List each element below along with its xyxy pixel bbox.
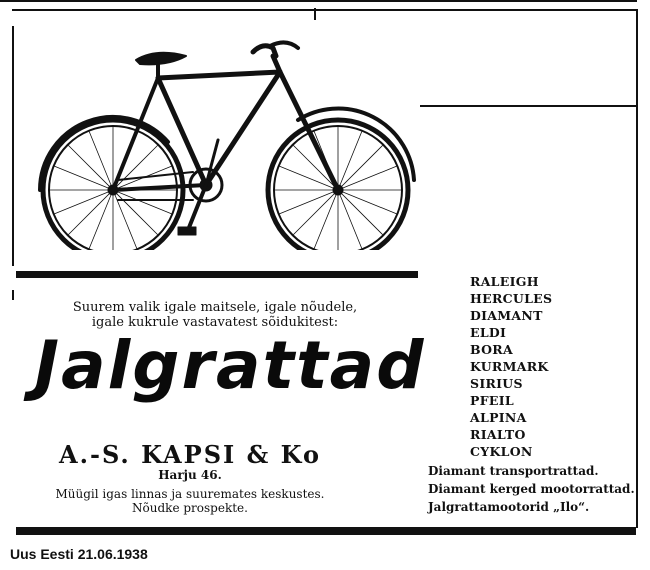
brand-item: SIRIUS: [470, 376, 523, 391]
frame-left-lower: [12, 290, 14, 300]
divider-thick: [16, 271, 418, 278]
extra-product-line: Jalgrattamootorid „Ilo“.: [428, 500, 590, 514]
source-caption: Uus Eesti 21.06.1938: [10, 546, 148, 562]
sales-note: Müügil igas linnas ja suuremates keskustes.: [55, 487, 325, 501]
brand-item: ALPINA: [470, 410, 527, 425]
ad-headline: Jalgrattad: [34, 327, 426, 404]
frame-right: [636, 11, 638, 528]
frame-top: [12, 9, 638, 11]
brand-item: RIALTO: [470, 427, 526, 442]
brand-item: KURMARK: [470, 359, 549, 374]
bicycle-icon: [18, 30, 418, 250]
brand-list: [470, 273, 552, 460]
company-address: Harju 46.: [158, 468, 222, 482]
divider-bottom-thick: [16, 527, 636, 535]
brand-item: HERCULES: [470, 291, 553, 306]
brand-item: DIAMANT: [470, 308, 543, 323]
tagline-line-2: igale kukrule vastavatest sõidukitest:: [91, 315, 339, 330]
tagline-line-1: Suurem valik igale maitsele, igale nõudele,: [72, 300, 358, 315]
extra-product-line: Diamant transportrattad.: [428, 464, 599, 478]
prospectus-note: Nõudke prospekte.: [132, 501, 248, 515]
company-name: A.-S. KAPSI & Ko: [59, 440, 321, 469]
brand-item: ELDI: [470, 325, 507, 340]
frame-left: [12, 26, 14, 266]
frame-inner-top: [420, 105, 638, 107]
extra-product-line: Diamant kerged mootorrattad.: [428, 482, 635, 496]
brand-item: RALEIGH: [470, 274, 539, 289]
brand-item: CYKLON: [470, 444, 533, 459]
top-border-line: [0, 0, 637, 2]
brand-item: BORA: [470, 342, 513, 357]
brand-item: PFEIL: [470, 393, 514, 408]
